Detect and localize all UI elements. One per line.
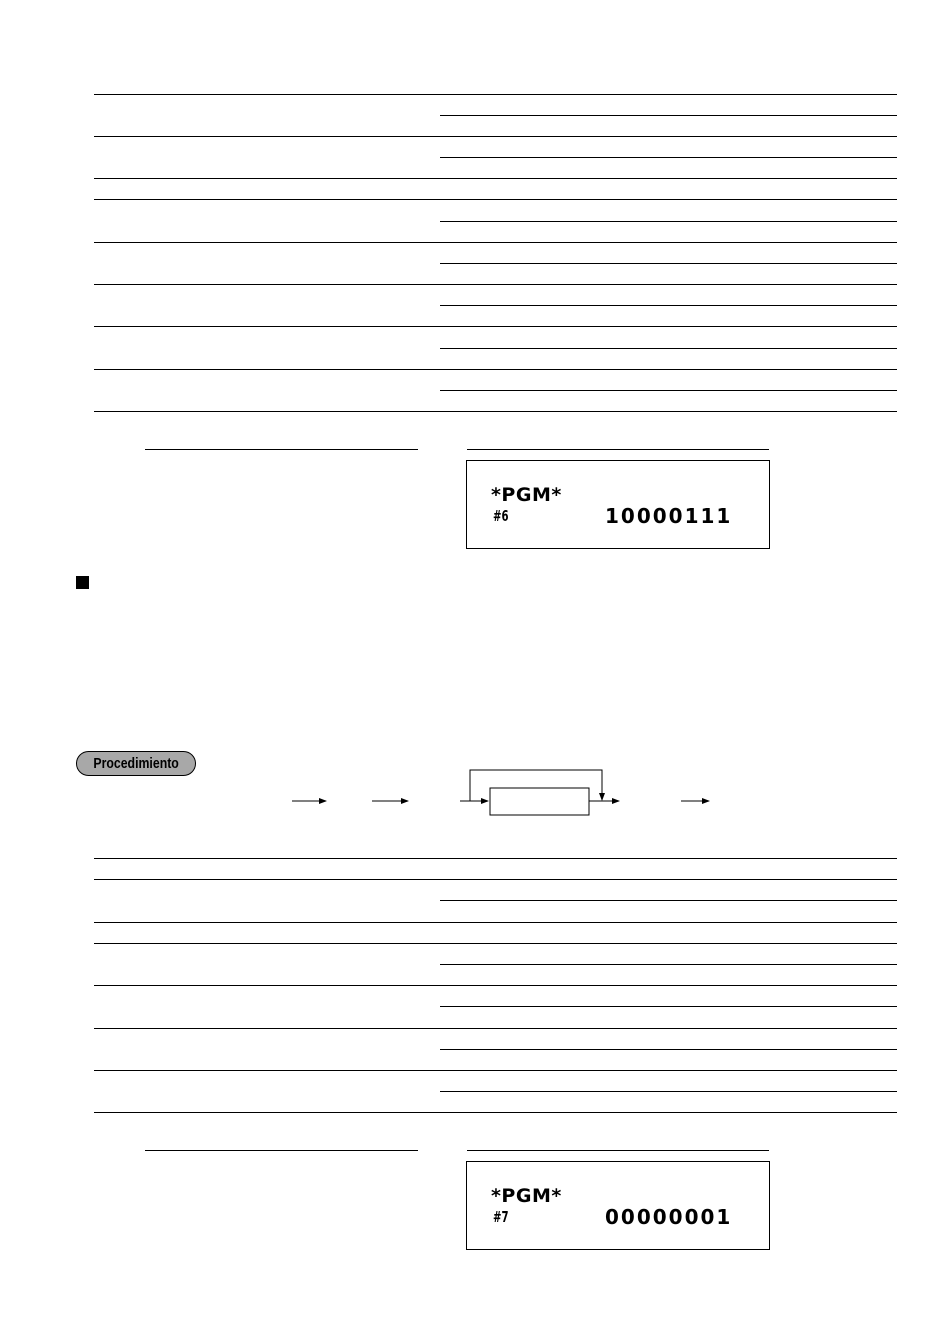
table-rule [94,858,897,859]
table-rule [440,348,897,349]
table-rule [94,943,897,944]
section-bullet-icon [76,576,89,589]
receipt-print-2 [466,1161,770,1250]
table-rule [94,242,897,243]
table-rule [94,1070,897,1071]
table-rule [94,1028,897,1029]
table-rule [440,1049,897,1050]
table-rule [94,922,897,923]
table-rule [440,115,897,116]
example-print-header-rule [467,1150,769,1151]
table-rule [94,136,897,137]
table-rule [440,900,897,901]
table-rule [440,1091,897,1092]
receipt-print-1 [466,460,770,549]
example-print-header-rule [467,449,769,450]
table-rule [94,199,897,200]
receipt-title: *PGM* [491,1185,562,1207]
flow-key-box [490,788,589,815]
table-rule [440,157,897,158]
table-rule [94,94,897,95]
table-rule [94,1112,897,1113]
table-rule [94,284,897,285]
example-key-header-rule [145,449,418,450]
table-rule [440,390,897,391]
table-rule [94,178,897,179]
table-rule [94,326,897,327]
receipt-code: #7 [493,1208,509,1226]
procedure-label: Procedimiento [93,755,179,772]
table-rule [94,879,897,880]
table-rule [440,263,897,264]
table-rule [440,964,897,965]
procedure-flow-diagram [280,762,720,822]
table-rule [94,411,897,412]
table-rule [94,985,897,986]
procedure-badge [76,751,196,776]
receipt-value: 10000111 [605,504,733,528]
table-rule [94,369,897,370]
receipt-title: *PGM* [491,484,562,506]
table-rule [440,221,897,222]
example-key-header-rule [145,1150,418,1151]
receipt-value: 00000001 [605,1205,733,1229]
table-rule [440,1006,897,1007]
table-rule [440,305,897,306]
receipt-code: #6 [493,507,509,525]
